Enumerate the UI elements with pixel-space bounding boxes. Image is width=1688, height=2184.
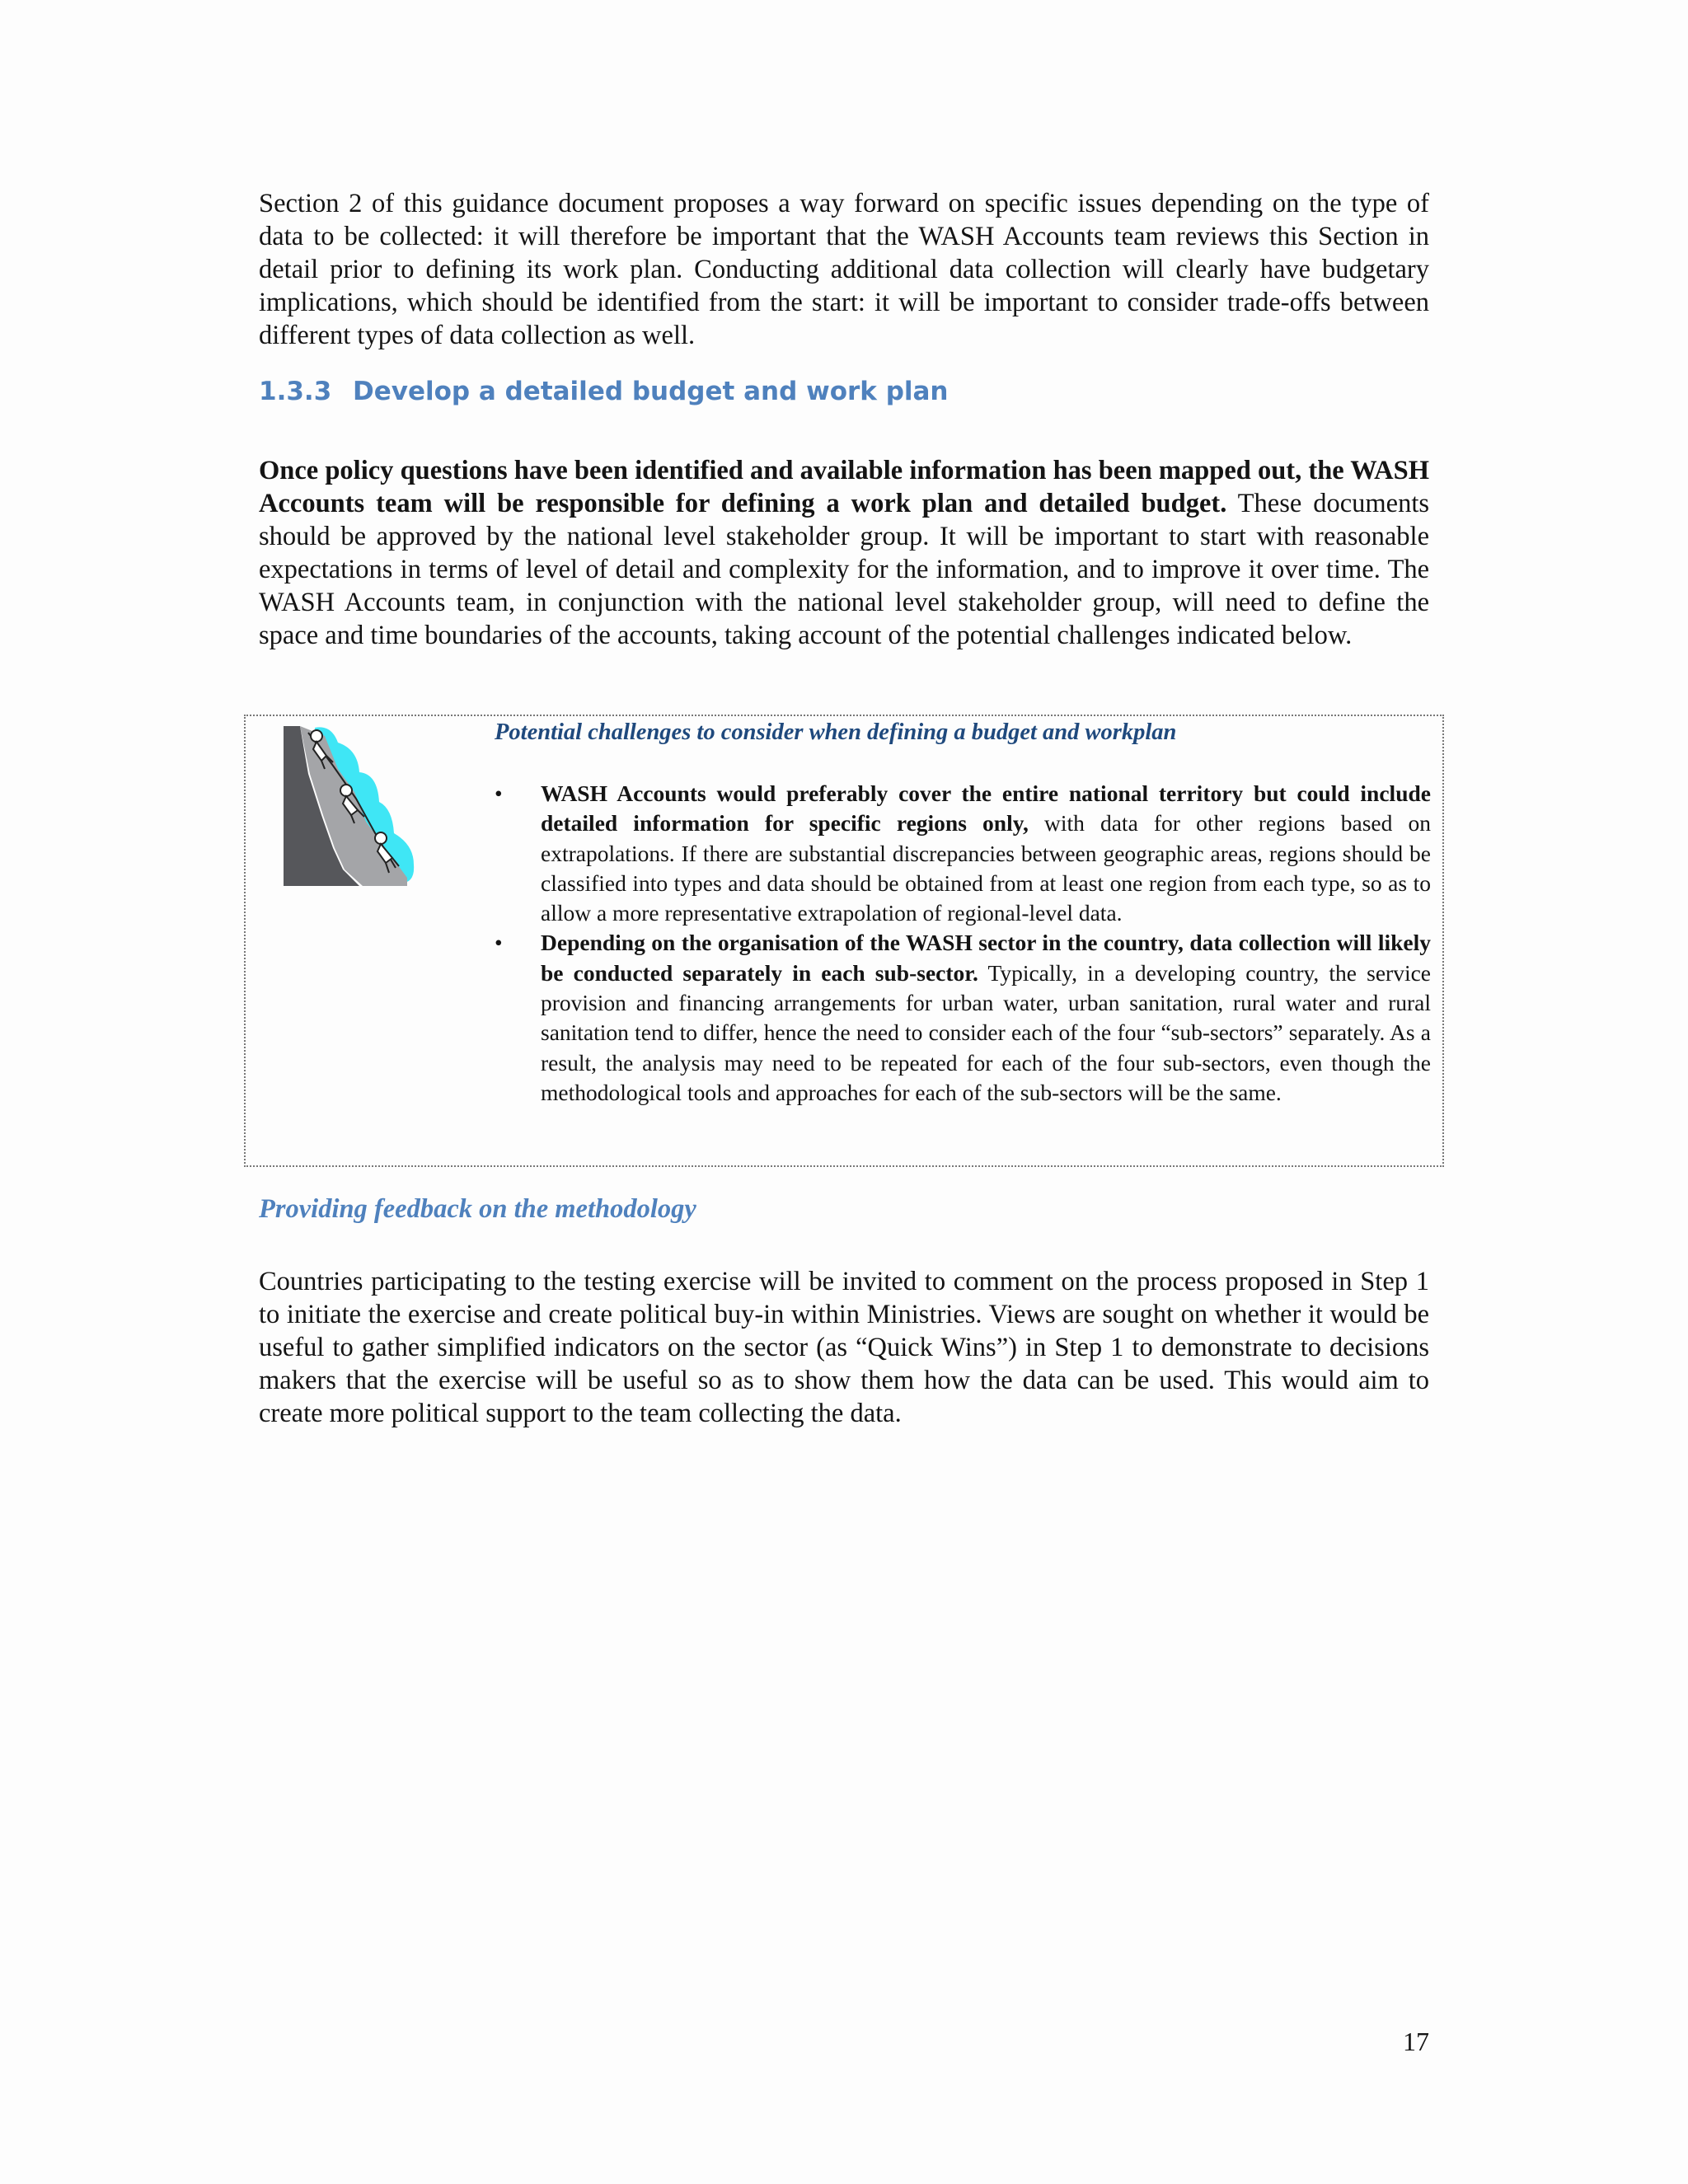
box-title: Potential challenges to consider when defining a budget and workplan bbox=[495, 719, 1177, 745]
feedback-paragraph: Countries participating to the testing exercise will be invited to comment on the process proposed in Step 1 to initiate the exercise and create political buy-in within Ministries. Views are sought on whether it would be useful to gather simplified indicators on the sector (as “Quick Wins”) in Step 1 to demonstrate to decisions makers that the exercise will be useful so as to show them how the data can be used. This would aim to create more political support to the team collecting the data. bbox=[259, 1267, 1429, 1428]
section-heading bbox=[259, 377, 949, 406]
section-number: 1.3.3 bbox=[259, 377, 332, 406]
challenges-list bbox=[495, 779, 1431, 1108]
intro-paragraph: Section 2 of this guidance document proposes a way forward on specific issues depending on the type of data to be collected: it will therefore be important that the WASH Accounts team reviews this Section in detail prior to defining its work plan. Conducting additional data collection will clearly have budgetary implications, which should be identified from the start: it will be important to consider trade-offs between different types of data collection as well. bbox=[259, 189, 1429, 350]
challenges-box bbox=[244, 715, 1444, 1167]
list-item-text: Typically, in a developing country, the service provision and financing arrangements for urban water, urban sanitation, rural water and rural sanitation tend to differ, hence the need to consider each of the four “sub-sectors” separately. As a result, the analysis may need to be repeated for each of the four sub-sectors, even though the methodological tools and approaches for each of the sub-sectors will be the same. bbox=[541, 959, 1431, 1105]
section-title: Develop a detailed budget and work plan bbox=[353, 377, 949, 406]
list-item-bold: Depending on the organisation of the WASH sector in the country, data collection will likely be conducted separately in each sub-sector. bbox=[541, 930, 1431, 986]
mountain-climbers-icon bbox=[284, 724, 448, 899]
budget-paragraph bbox=[259, 454, 1429, 652]
budget-paragraph-bold: Once policy questions have been identified and available information has been mapped out, the WASH Accounts team will be responsible for defining a work plan and detailed budget. bbox=[259, 456, 1429, 518]
list-item bbox=[495, 779, 1431, 928]
list-item bbox=[495, 928, 1431, 1108]
feedback-subheading: Providing feedback on the methodology bbox=[259, 1194, 696, 1224]
page-number: 17 bbox=[1403, 2027, 1429, 2056]
list-item-bold: WASH Accounts would preferably cover the entire national territory but could include detailed information for specific regions only, bbox=[541, 780, 1431, 837]
list-item-text: with data for other regions based on extrapolations. If there are substantial discrepancies between geographic areas, regions should be classified into types and data should be obtained from at least one region from each type, so as to allow a more representative extrapolation of regional-level data. bbox=[541, 810, 1431, 926]
bullet-icon: • bbox=[495, 930, 503, 956]
budget-paragraph-text: These documents should be approved by the national level stakeholder group. It will be important to start with reasonable expectations in terms of level of detail and complexity for the information, and to improve it over time. The WASH Accounts team, in conjunction with the national level stakeholder group, will need to define the space and time boundaries of the accounts, taking account of the potential challenges indicated below. bbox=[259, 489, 1430, 650]
bullet-icon: • bbox=[495, 780, 503, 806]
